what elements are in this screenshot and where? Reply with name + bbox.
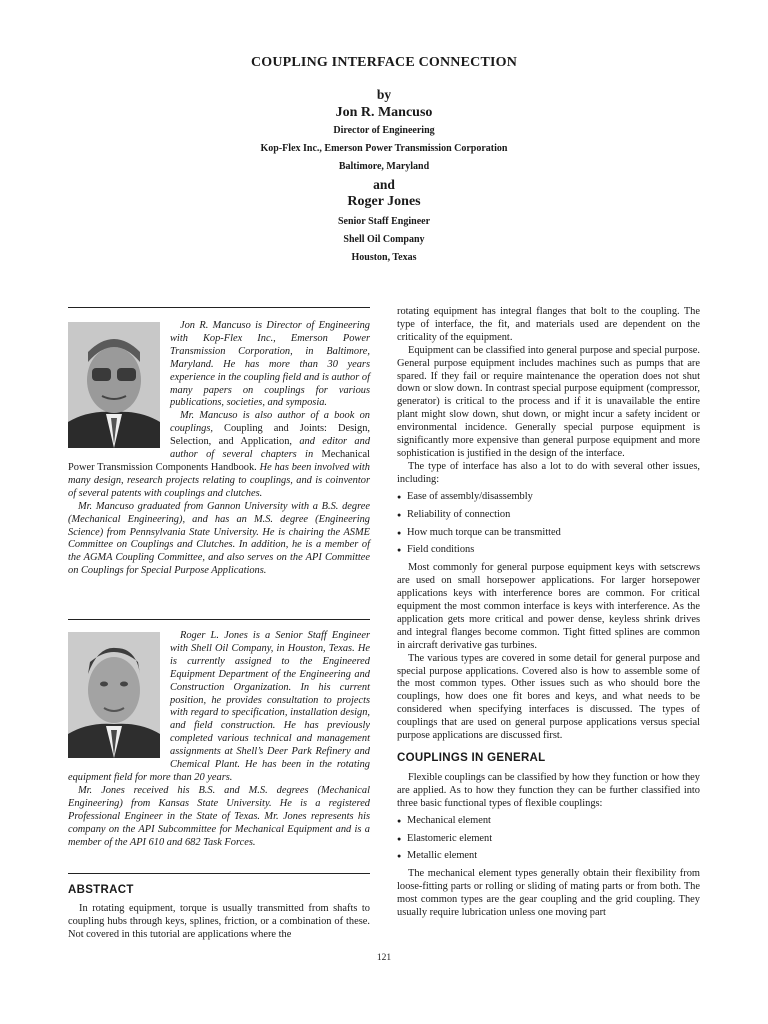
right-paragraph-3: Most commonly for general purpose equipment keys with setscrews are used on small horsepower applications. For larger horsepower applications keys with interference bores are common. For critical equipment the most common interface is keys with interference. As the application gets more critical and power dense, keyless shrink drives and integral flanges become common. Tight fitted splines are common in aircraft derivative gas turbines. <box>397 562 700 651</box>
author2-location: Houston, Texas <box>351 252 417 263</box>
types-list <box>397 815 700 864</box>
author1-title: Director of Engineering <box>333 125 435 136</box>
abstract-section <box>68 884 370 942</box>
issues-list <box>397 491 700 558</box>
list-item: ● Field conditions <box>397 544 700 557</box>
page-number: 121 <box>376 953 392 963</box>
right-paragraph-0: rotating equipment has integral flanges that bolt to the coupling. The type of interface, the fit, and materials used are dependent on the criticality of the equipment. <box>397 306 700 343</box>
author1-bio <box>68 320 370 578</box>
bio2-paragraph-2: Mr. Jones received his B.S. and M.S. degrees (Mechanical Engineering) from Kansas State University. He is a registered Professional Engineer in the State of Texas. Mr. Jones represents his company on the API Subcommittee for Mechanical Equipment and is a member of the API 610 and 682 Task Forces. <box>68 784 370 848</box>
right-column <box>397 306 700 920</box>
author1-location: Baltimore, Maryland <box>338 161 430 172</box>
right-paragraph-6: The mechanical element types generally obtain their flexibility from loose-fitting parts or rolling or sliding of mating parts or from both. The most common types are the gear coupling and the grid coupling. They usually require lubrication unless one moving part <box>397 868 700 919</box>
bio1-paragraph-2: Mr. Mancuso is also author of a book on couplings, Coupling and Joints: Design, Selection, and Application, and editor and author of several chapters in Mechanical Power Transmission Components Handbook. He has been involved with many design, research projects relating to couplings, and is coinventor of several patents with couplings and clutches. <box>68 410 371 499</box>
bio2-paragraph-1: Roger L. Jones is a Senior Staff Engineer with Shell Oil Company, in Houston, Texas. He is currently assigned to the Engineered Equipment Department of the Engineering and Construction Organization. In his current position, he provides consultation to projects with regard to specification, installation design, and field construction. He has previously completed various technical and management assignments at Shell’s Deer Park Refinery and Chemical Plant. He has been in the rotating equipment field for more than 20 years. <box>68 630 370 783</box>
and-line: and <box>373 177 395 192</box>
right-paragraph-4: The various types are covered in some detail for general purpose and special purpose applications. Covered also is how to assemble some of the most common types. Other issues such as who should bore the couplings, how does one fit bores and keys, and what needs to be considered when specifying interfaces is discussed. The types of couplings that are used on general purpose applications versus special purpose applications are discussed first. <box>397 652 700 742</box>
author2-title: Senior Staff Engineer <box>337 216 431 227</box>
author2-photo <box>68 632 160 758</box>
list-item: ● Mechanical element <box>397 815 700 828</box>
author1-name: Jon R. Mancuso <box>335 105 433 120</box>
couplings-heading: COUPLINGS IN GENERAL <box>397 752 546 764</box>
paper-title: COUPLING INTERFACE CONNECTION <box>250 55 518 70</box>
right-paragraph-5: Flexible couplings can be classified by how they function or how they are applied. As to how they function they can be further classified into three basic functional types of flexible couplings: <box>397 771 700 809</box>
list-item: ● Metallic element <box>397 850 700 863</box>
list-item: ● Ease of assembly/disassembly <box>397 491 700 504</box>
bio1-paragraph-1: Jon R. Mancuso is Director of Engineering with Kop-Flex Inc., Emerson Power Transmission Corporation, in Baltimore, Maryland. He has more than 30 years experience in the coupling field and is author of many papers on couplings for various publications, societies, and symposia. <box>170 320 370 409</box>
list-item: ● Reliability of connection <box>397 509 700 522</box>
bio1-paragraph-3: Mr. Mancuso graduated from Gannon University with a B.S. degree (Mechanical Engineering), and has an M.S. degree (Engineering Science) from Pennsylvania State University. He is chairing the ASME Committee on Couplings and Clutches. In addition, he is a member of the AGMA Coupling Committee, and also serves on the API Committee on Couplings for Special Purpose Applications. <box>68 500 370 577</box>
author1-photo <box>68 322 160 448</box>
divider-top <box>68 307 370 308</box>
right-paragraph-1: Equipment can be classified into general purpose and special purpose. General purpose equipment includes machines such as pumps that are spared. If they fail or require maintenance the operation does not shut down or slow down. In contrast special purpose equipment (compressor, generator) is critical to the process and if it is unavailable the entire plant might slow down, shut down, or might incur a safety incident or environmental incidence. Generally special purpose equipment is significantly more expensive than general purpose equipment and more sophistication is justified in the design of the interface. <box>397 344 700 459</box>
divider-middle <box>68 619 370 620</box>
author2-org: Shell Oil Company <box>343 234 425 245</box>
list-item: ● Elastomeric element <box>397 833 700 846</box>
author1-org: Kop-Flex Inc., Emerson Power Transmission Corporation <box>260 143 508 154</box>
divider-bottom <box>68 873 370 874</box>
abstract-paragraph: In rotating equipment, torque is usually transmitted from shafts to coupling hubs through keys, splines, friction, or a combination of these. Not covered in this tutorial are applications where the <box>68 902 370 940</box>
right-paragraph-2: The type of interface has also a lot to do with several other issues, including: <box>397 460 700 485</box>
list-item: ● How much torque can be transmitted <box>397 527 700 540</box>
by-line: by <box>376 87 392 102</box>
abstract-heading: ABSTRACT <box>68 884 134 896</box>
author2-name: Roger Jones <box>347 194 421 209</box>
author2-bio <box>68 630 370 849</box>
